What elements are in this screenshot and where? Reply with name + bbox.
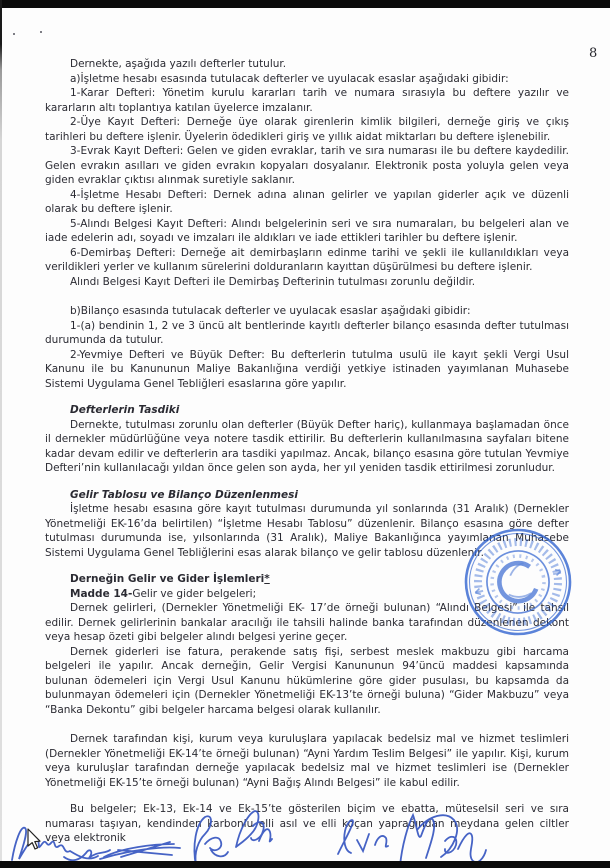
paragraph-dernek-gelirleri: Dernek gelirleri, (Dernekler Yönetmeliği EK- 17’de örneği bulunan) “Alındı Belgesi” ile tahsil edilir. Dernek gelirlerinin bankalar aracılığı ile tahsili halinde banka tarafından düzenlenen dekont veya hesap özeti gibi belgeler alındı belgesi yerine geçer. (45, 602, 569, 643)
paragraph-isletme-hesabi-list: a)İşletme hesabı esasında tutulacak defterler ve uyulacak esaslar aşağıdaki gibidir: (70, 72, 509, 85)
paragraph-tasdik-detay: Dernekte, tutulması zorunlu olan defterler (Büyük Defter hariç), kullanmaya başlamadan önce il dernekler müdürlüğüne veya notere tasdik ettirilir. Bu defterlerin kullanılmasına sayfaları bitene kadar devam edilir ve defterlerin ara tasdiki yapılmaz. Ancak, bilanço esasına göre tutulan Yevmiye Defteri’nin kullanılacağı yıldan önce gelen son ayda, her yıl yeniden tasdik ettirilmesi zorunludur. (45, 418, 569, 474)
paragraph-karar-defteri: 1-Karar Defteri: Yönetim kurulu kararları tarih ve numara sırasıyla bu deftere yazılır ve kararların altı toplantıya katılan üyelerce imzalanır. (45, 87, 569, 114)
mouse-cursor-icon (24, 827, 42, 851)
paragraph-yevmiye-defteri: 2-Yevmiye Defteri ve Büyük Defter: Bu defterlerin tutulma usulü ile kayıt şekli Vergi Usul Kanunu ile bu Kanununun Maliye Bakanlığına verdiği yetkiye istinaden yayımlanan Muhasebe Sistemi Uygulama Genel Tebliğleri esaslarına göre yapılır. (45, 348, 569, 390)
scan-dark-left-edge (0, 0, 2, 868)
heading-gelir-gider-islemleri (45, 572, 569, 587)
paragraph-bu-belgeler: Bu belgeler; Ek-13, Ek-14 ve Ek-15’te gösterilen biçim ve ebatta, müteselsil seri ve sıra numarası taşıyan, kendinden karbonlu elli asıl ve elli koçan yaprağından meydana gelen ciltler veya elektronik (45, 803, 569, 844)
paragraph-bedelsiz-teslim: Dernek tarafından kişi, kurum veya kuruluşlara yapılacak bedelsiz mal ve hizmet teslimleri (Dernekler Yönetmeliği EK-14’te örneği bulunan) “Ayni Yardım Teslim Belgesi” ile yapılır. Kişi, kurum veya kuruluşlar tarafından derneğe yapılacak bedelsiz mal ve hizmet teslimleri ise (Dernekler Yönetmeliği EK-15’te örneği bulunan) “Ayni Bağış Alındı Belgesi” ile kabul edilir. (45, 733, 569, 789)
paragraph-demirbas-defteri: 6-Demirbaş Defteri: Derneğe ait demirbaşların edinme tarihi ve şekli ile kullanıldıkları veya verildikleri yerler ve kullanım sürelerini dolduranların kayıttan düşürülmesi bu deftere işlenir. (45, 246, 569, 273)
paragraph-gelir-tablosu-detay: İşletme hesabı esasına göre kayıt tutulması durumunda yıl sonlarında (31 Aralık) (Dernekler Yönetmeliği EK-16’da belirtilen) “İşletme Hesabı Tablosu” düzenlenir. Bilanço esasına göre defter tutulması durumunda ise, yılsonlarında (31 Aralık), Maliye Bakanlığınca yayımlanan Muhasebe Sistemi Uygulama Genel Tebliğlerini esas alarak bilanço ve gelir tablosu düzenlenir. (45, 503, 569, 559)
heading-defterlerin-tasdiki: Defterlerin Tasdiki (70, 404, 180, 416)
heading-gelir-gider-label: Derneğin Gelir ve Gider İşlemleri (70, 573, 265, 585)
paragraph-bilanco-madde-1: 1-(a) bendinin 1, 2 ve 3 üncü alt bentlerinde kayıtlı defterler bilanço esasında defter tutulması durumunda da tutulur. (45, 319, 569, 346)
paragraph-evrak-kayit-defteri: 3-Evrak Kayıt Defteri: Gelen ve giden evraklar, tarih ve sıra numarası ile bu deftere kaydedilir. Gelen evrakın asılları ve giden evrakın kopyaları dosyalanır. Elektronik posta yoluyla gelen veya giden evraklar çıktısı alınmak suretiyle saklanır. (45, 145, 569, 186)
paragraph-uye-kayit-defteri: 2-Üye Kayıt Defteri: Derneğe üye olarak girenlerin kimlik bilgileri, derneğe giriş ve çıkış tarihleri bu deftere işlenir. Üyelerin ödedikleri giriş ve yıllık aidat miktarları bu deftere işlenebilir. (45, 116, 569, 143)
madde-14-line (45, 587, 569, 602)
scan-black-bar-bottom (0, 861, 610, 868)
paragraph-alindi-belgesi-defteri: 5-Alındı Belgesi Kayıt Defteri: Alındı belgelerinin seri ve sıra numaraları, bu belgeleri alan ve iade edelerin adı, soyadı ve imzaları ile aldıkları ve iade ettikleri tarihler bu deftere işlenir. (45, 217, 569, 244)
paragraph-bilanco-esasi: b)Bilanço esasında tutulacak defterler ve uyulacak esaslar aşağıdaki gibidir: (70, 305, 471, 317)
scan-speck (13, 33, 15, 35)
madde-14-label: Madde 14- (70, 587, 133, 600)
heading-asterisk: * (264, 573, 270, 585)
paragraph-dernek-giderleri: Dernek giderleri ise fatura, perakende satış fişi, serbest meslek makbuzu gibi harcama belgeleri ile yapılır. Ancak derneğin, Gelir Vergisi Kanununun 94’üncü maddesi kapsamında bulunan ödemeleri için Vergi Usul Kanunu hükümlerine göre gider pusulası, bu kapsamda da bulunmayan ödemeleri için (Dernekler Yönetmeliği EK-13’te örneği buluna) “Gider Makbuzu” veya “Banka Dekontu” gibi belgeler harcama belgesi olarak kullanılır. (45, 645, 569, 716)
madde-14-rest: Gelir ve gider belgeleri; (132, 587, 257, 600)
paragraph-zorunlu-degildir: Alındı Belgesi Kayıt Defteri ile Demirbaş Defterinin tutulması zorunlu değildir. (70, 275, 476, 288)
paragraph-isletme-hesabi-defteri: 4-İşletme Hesabı Defteri: Dernek adına alınan gelirler ve yapılan giderler açık ve düzenli olarak bu deftere işlenir. (45, 188, 569, 215)
document-body (45, 57, 569, 846)
page-number: 8 (589, 46, 598, 61)
heading-gelir-tablosu: Gelir Tablosu ve Bilanço Düzenlenmesi (70, 488, 298, 501)
paragraph-defterler-intro: Dernekte, aşağıda yazılı defterler tutulur. (70, 58, 287, 70)
scan-speck (40, 31, 42, 33)
scan-black-bar-top (0, 0, 610, 8)
